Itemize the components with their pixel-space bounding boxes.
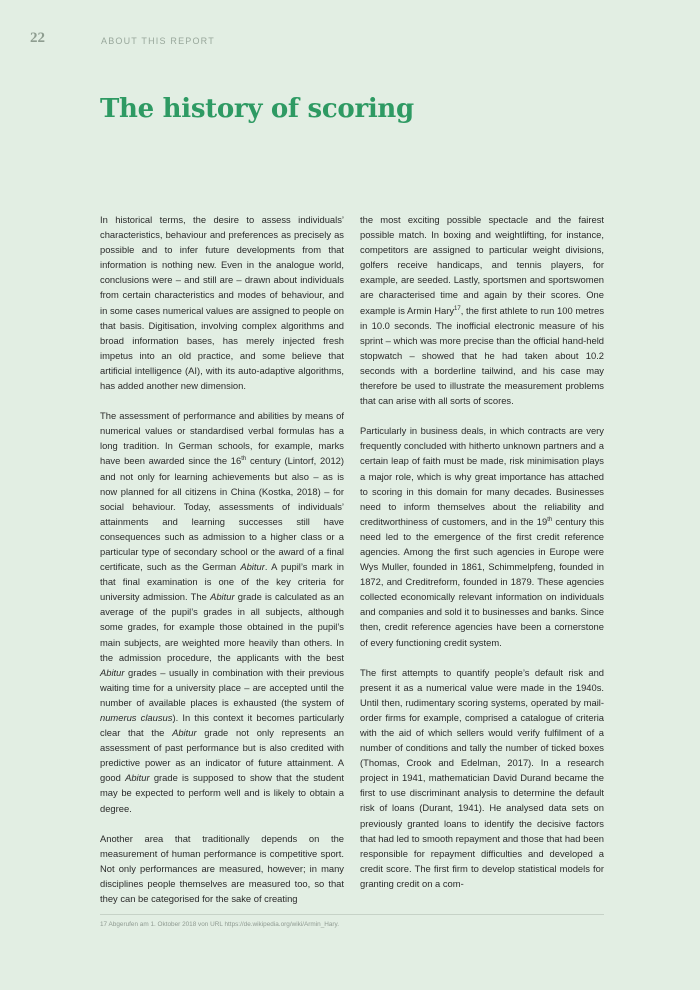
footnote-ref[interactable]: 17	[454, 305, 461, 312]
italic-term: Abitur	[125, 772, 150, 784]
text-span: The assessment of performance and abilities by means of numerical values or standardised verbal formulas has a long tradition. In German schools, for example, marks have been awarded since the 16	[100, 410, 344, 467]
page-title: The history of scoring	[100, 94, 414, 124]
body-columns	[100, 212, 604, 921]
paragraph	[100, 408, 344, 816]
text-span: , the first athlete to run 100 metres in 10.0 seconds. The inofficial electronic measure of his sprint – which was more precise than the official hand-held stopwatch – showed that he had taken about 10.2 seconds with a borderline tailwind, and his case may therefore be used to illustrate the measurement problems that can arise with all sorts of scores.	[360, 304, 605, 407]
italic-term: Abitur	[100, 666, 125, 678]
page-number: 22	[30, 30, 45, 46]
footnote-divider	[100, 914, 604, 915]
left-column	[100, 212, 344, 921]
paragraph: In historical terms, the desire to assess individuals’ characteristics, behaviour and preferences as precisely as possible and to infer future developments from that information is nothing new. Even in the analogue world, conclusions were – and still are – drawn about individuals from certain characteristics and modes of behaviour, and in some cases numerical values are assigned to people on that basis. Digitisation, involving complex algorithms and broad information bases, has merely injected fresh impetus into an old practice, and some believe that artificial intelligence (AI), with its auto-adaptive algorithms, has added another new dimension.	[100, 214, 344, 392]
text-span: . A pupil’s mark in that final examination is one of the key criteria for university admission. The	[100, 561, 344, 603]
text-span: grades – usually in combination with their previous waiting time for a university place – are accepted until the number of available places is exhausted (the system of	[100, 666, 344, 708]
superscript: th	[241, 456, 247, 463]
italic-term: numerus clausus	[100, 712, 173, 723]
text-span: century this need led to the emergence of the first credit reference agencies. Among the first such agencies in Europe were Wys Muller, founded in 1861, Schimmelpfeng, founded in 1872, and Creditreform, founded in 1879. These agencies collected economically relevant information on individuals and companies and sold it to businesses and banks. Since then, credit reference agencies have been a cornerstone of every functioning credit system.	[360, 515, 604, 648]
paragraph	[360, 212, 604, 408]
section-label: ABOUT THIS REPORT	[101, 36, 215, 46]
italic-term: Abitur	[210, 591, 235, 603]
text-span: ). In this context it becomes particularly clear that the	[100, 712, 344, 739]
italic-term: Abitur	[172, 727, 197, 739]
right-column	[360, 212, 604, 921]
text-span: century (Lintorf, 2012) and not only for learning achievements but also – as is now planned for all citizens in China (Kostka, 2018) – for social behaviour. Today, assessments of individuals’ attainments and learning successes still have consequences such as admission to a higher class or a particular type of secondary school or the award of a final certificate, such as the German	[100, 455, 344, 573]
paragraph: The first attempts to quantify people’s default risk and present it as a numerical value were made in the 1940s. Until then, rudimentary scoring systems, operated by mail-order firms for example, comprised a catalogue of criteria with the aid of which sellers would verify fulfilment of a number of conditions and tally the number of ticked boxes (Thomas, Crook and Edelman, 2017). In a research project in 1941, mathematician David Durand became the first to use discriminant analysis to determine the default risk of loans (Durant, 1941). He analysed data sets on previously granted loans to identify the decisive factors that had led to smooth repayment and those that had been responsible for repayment difficulties and developed a credit score. The first firm to develop statistical models for granting credit on a com-	[360, 666, 604, 889]
text-span: the most exciting possible spectacle and the fairest possible match. In boxing and weightlifting, for instance, competitors are assigned to particular weight divisions, golfers receive handicaps, and tennis players, for example, are seeded. Lastly, sportsmen and sportswomen are characterised time and again by their scores. One example is Armin Hary	[360, 214, 604, 316]
paragraph: Another area that traditionally depends on the measurement of human performance is competitive sport. Not only performances are measured, however; in many disciplines people themselves are measured too, so that they can be categorised for the sake of creating	[100, 832, 344, 905]
text-span: grade is supposed to show that the student may be expected to perform well and is likely to obtain a degree.	[100, 772, 344, 814]
paragraph	[360, 423, 604, 649]
italic-term: Abitur	[240, 561, 265, 573]
footnote: 17 Abgerufen am 1. Oktober 2018 von URL https://de.wikipedia.org/wiki/Armin_Hary.	[100, 921, 340, 928]
superscript: th	[547, 516, 553, 523]
text-span: Particularly in business deals, in which contracts are very frequently concluded with hitherto unknown partners and a certain leap of faith must be made, risk minimisation plays a major role, which is why great importance has attached to scoring in this domain for many decades. Businesses need to inform themselves about the reliability and creditworthiness of customers, and in the 19	[360, 425, 604, 527]
text-span: grade is calculated as an average of the pupil’s grades in all subjects, although some grades, for example those obtained in the pupil’s main subjects, are weighted more heavily than others. In the admission procedure, the applicants with the best	[100, 591, 344, 663]
text-span: grade not only represents an assessment of past performance but is also credited with predictive power as an indicator of future attainment. A good	[100, 727, 345, 784]
